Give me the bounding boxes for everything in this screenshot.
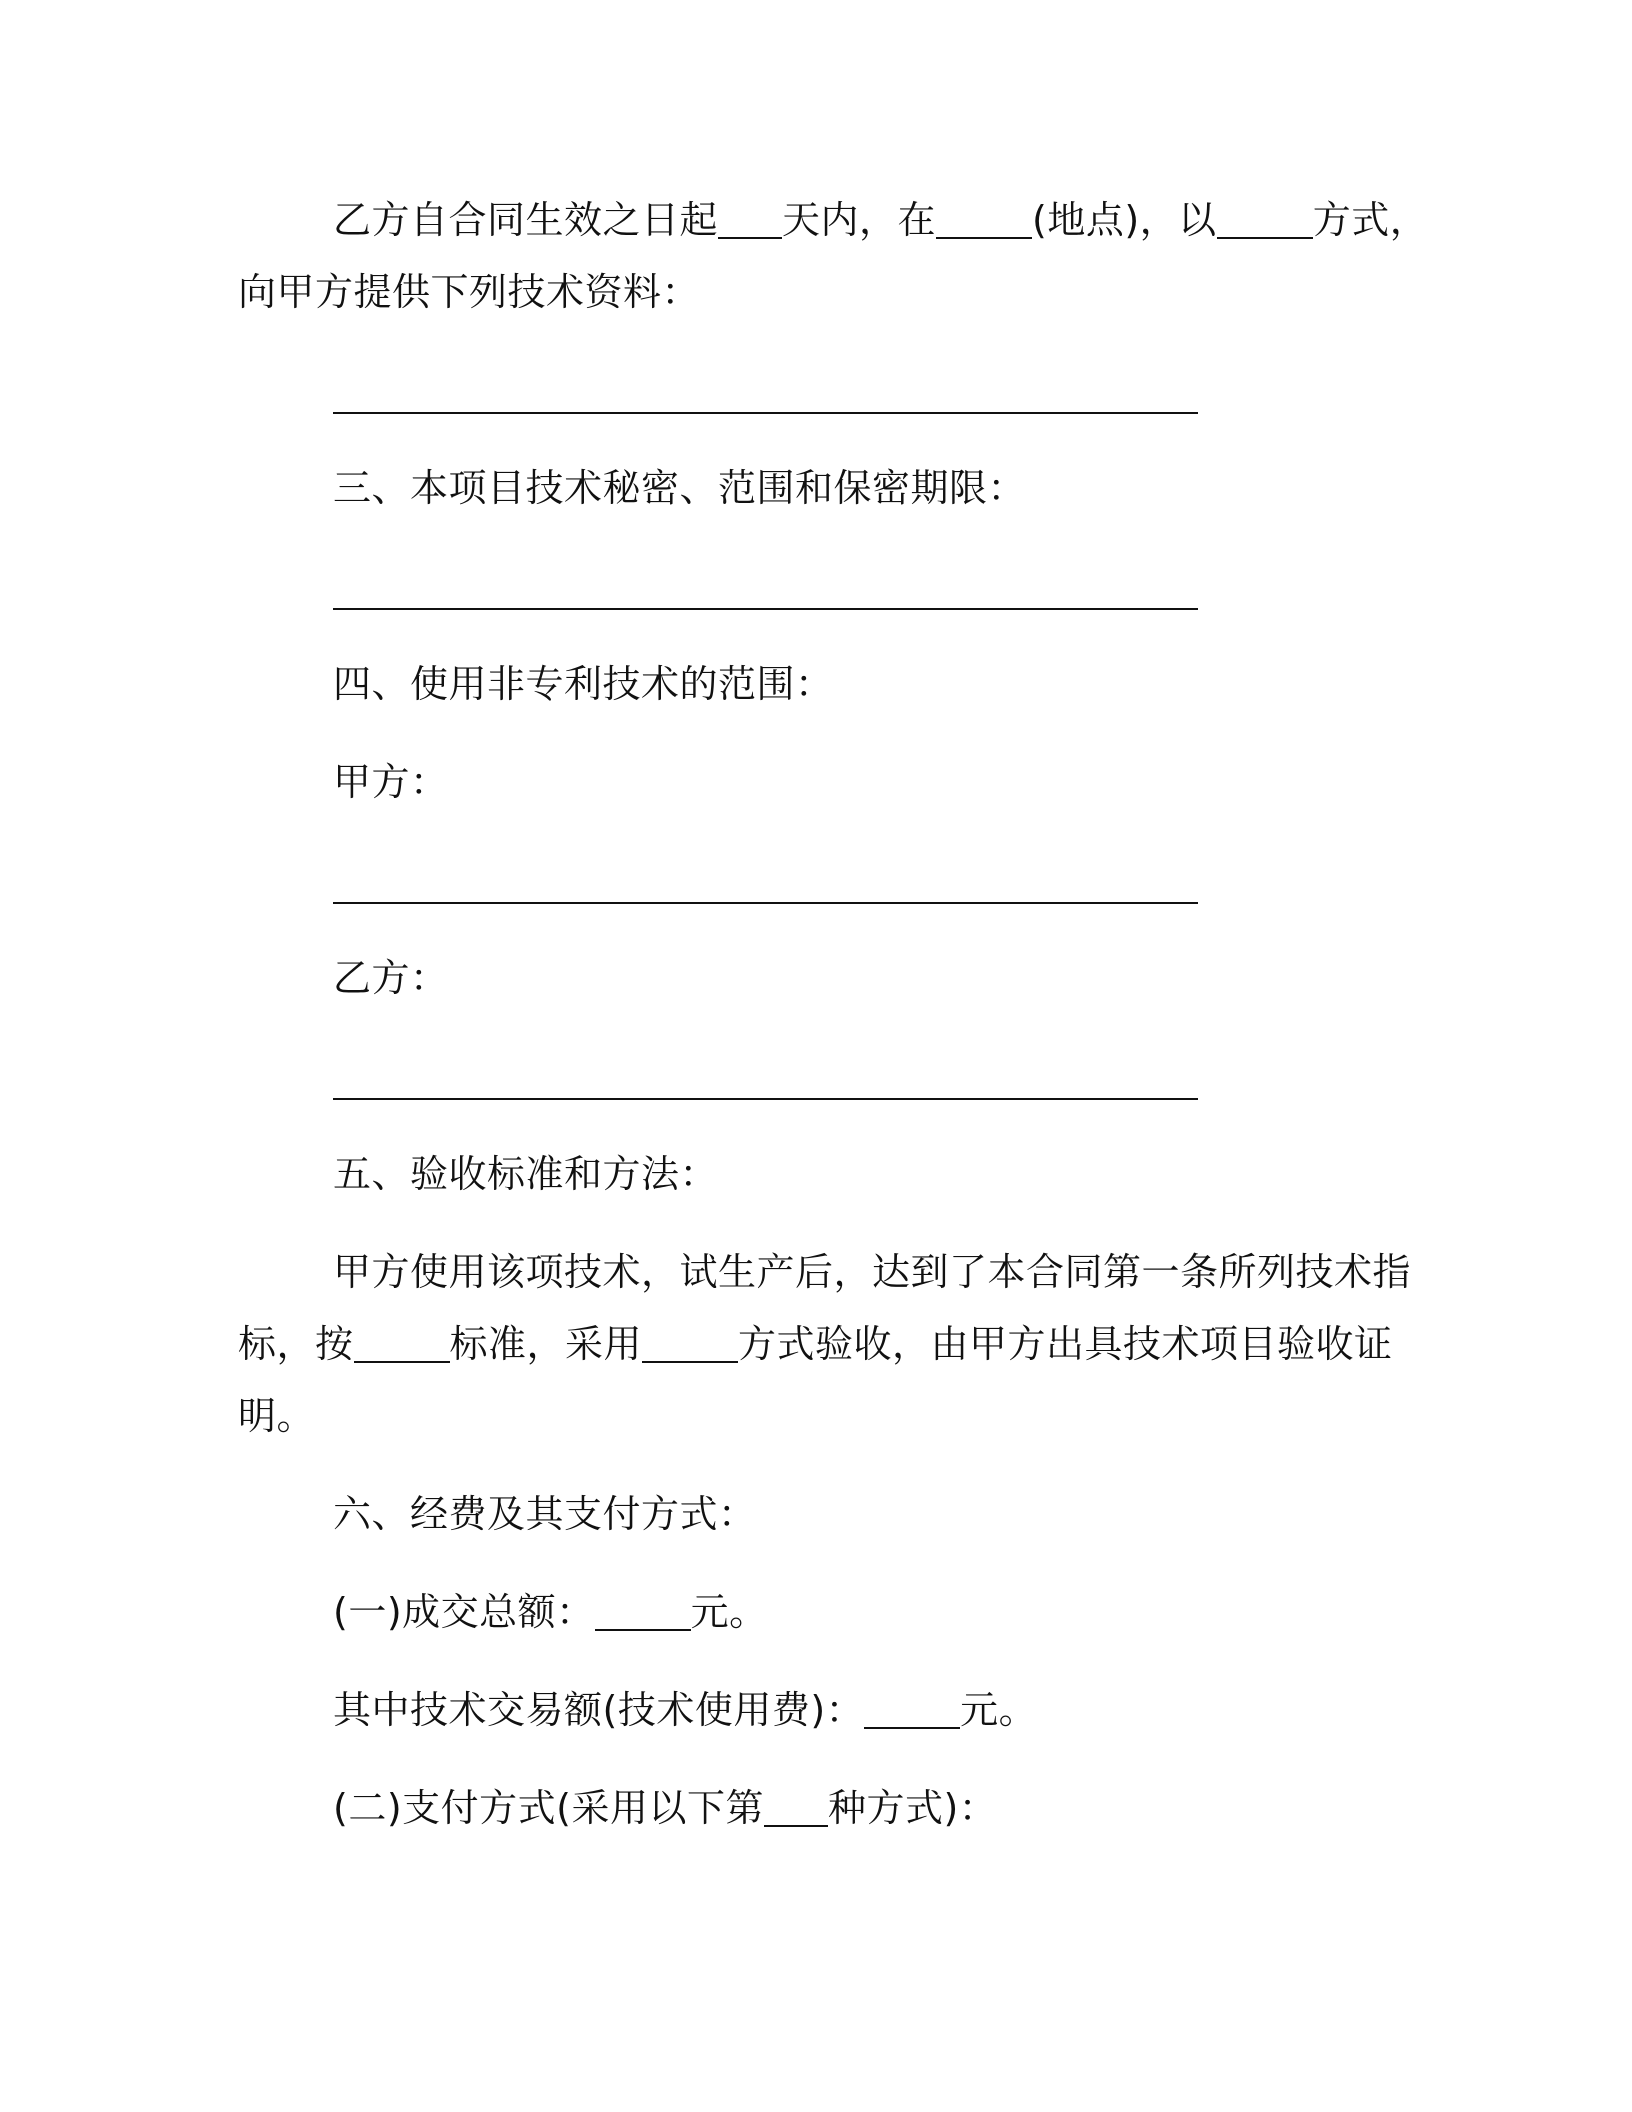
acceptance-line-2	[238, 1322, 1393, 1366]
acceptance-line-3: 明。	[238, 1394, 316, 1438]
tech-fee-unit: 元。	[960, 1688, 1038, 1732]
delivery-text-1: 乙方自合同生效之日起	[333, 198, 719, 242]
payment-option-blank[interactable]	[764, 1791, 828, 1827]
section-5-heading: 五、验收标准和方法：	[333, 1152, 719, 1196]
total-amount-unit: 元。	[690, 1590, 768, 1634]
standard-blank[interactable]	[354, 1327, 450, 1363]
method-blank[interactable]	[1217, 203, 1313, 239]
total-amount-label: (一)成交总额：	[333, 1590, 595, 1634]
delivery-text-2: 天内，在	[782, 198, 937, 242]
party-a-label: 甲方：	[333, 760, 449, 804]
payment-method-text-2: 种方式)：	[827, 1786, 998, 1830]
acceptance-text-2: 标准，采用	[449, 1322, 643, 1366]
tech-materials-fill-line[interactable]	[333, 412, 1198, 414]
total-amount-blank[interactable]	[595, 1595, 691, 1631]
acceptance-text-3: 方式验收，由甲方出具技术项目验收证	[738, 1322, 1393, 1366]
total-amount-line	[333, 1590, 768, 1634]
payment-method-text-1: (二)支付方式(采用以下第	[333, 1786, 764, 1830]
party-a-fill-line[interactable]	[333, 902, 1198, 904]
acceptance-text-1: 标，按	[238, 1322, 354, 1366]
acceptance-method-blank[interactable]	[642, 1327, 738, 1363]
tech-fee-blank[interactable]	[864, 1693, 960, 1729]
delivery-clause-line-1	[333, 198, 1428, 242]
payment-method-line	[333, 1786, 997, 1830]
acceptance-line-1: 甲方使用该项技术，试生产后，达到了本合同第一条所列技术指	[333, 1250, 1412, 1294]
location-blank[interactable]	[936, 203, 1032, 239]
tech-fee-line	[333, 1688, 1037, 1732]
section-4-heading: 四、使用非专利技术的范围：	[333, 662, 834, 706]
tech-fee-label: 其中技术交易额(技术使用费)：	[333, 1688, 865, 1732]
section-6-heading: 六、经费及其支付方式：	[333, 1492, 757, 1536]
delivery-text-4: 方式，	[1312, 198, 1429, 242]
delivery-clause-line-2: 向甲方提供下列技术资料：	[238, 270, 701, 314]
party-b-fill-line[interactable]	[333, 1098, 1198, 1100]
party-b-label: 乙方：	[333, 956, 449, 1000]
secrets-fill-line[interactable]	[333, 608, 1198, 610]
section-3-heading: 三、本项目技术秘密、范围和保密期限：	[333, 466, 1027, 510]
delivery-text-3: (地点)，以	[1032, 198, 1217, 242]
days-blank[interactable]	[718, 203, 782, 239]
